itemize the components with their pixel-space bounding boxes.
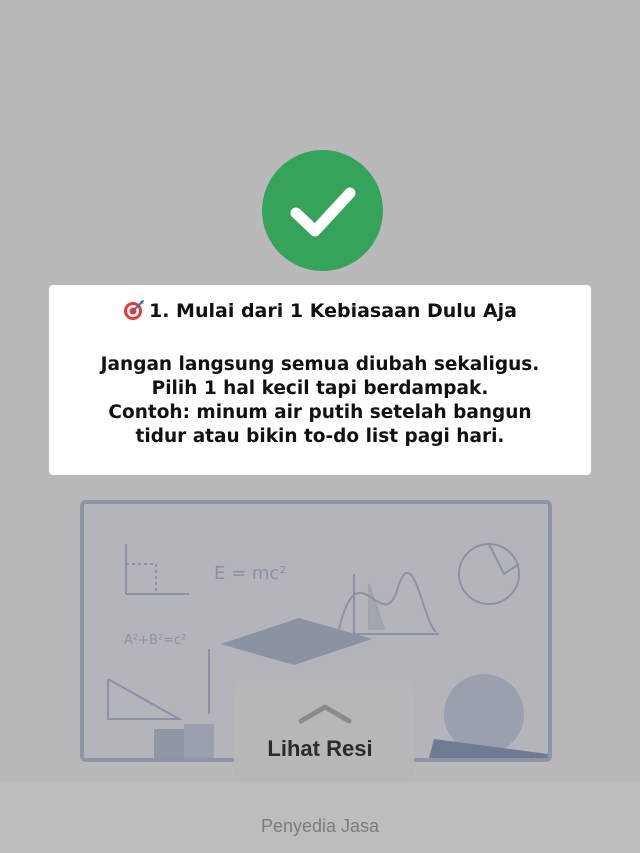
caption-line: Pilih 1 hal kecil tapi berdampak. [151, 378, 489, 399]
caption-line: tidur atau bikin to-do list pagi hari. [135, 426, 505, 447]
caption-title: 1. Mulai dari 1 Kebiasaan Dulu Aja [149, 300, 517, 322]
formula-pythagoras: A²+B²=c² [124, 633, 187, 648]
caption-body [57, 353, 583, 449]
caption-line: Jangan langsung semua diubah sekaligus. [100, 354, 540, 375]
lihat-resi-button[interactable]: Lihat Resi [267, 736, 373, 761]
lihat-resi-card[interactable] [234, 680, 414, 780]
chevron-up-icon [297, 702, 353, 724]
caption-card [49, 285, 591, 475]
formula-emc2: E = mc² [214, 563, 287, 584]
target-dart-icon [123, 299, 145, 321]
provider-label: Penyedia Jasa [260, 816, 380, 836]
caption-line: Contoh: minum air putih setelah bangun [108, 402, 532, 423]
success-check-icon [262, 150, 383, 271]
caption-title-row [49, 298, 591, 324]
